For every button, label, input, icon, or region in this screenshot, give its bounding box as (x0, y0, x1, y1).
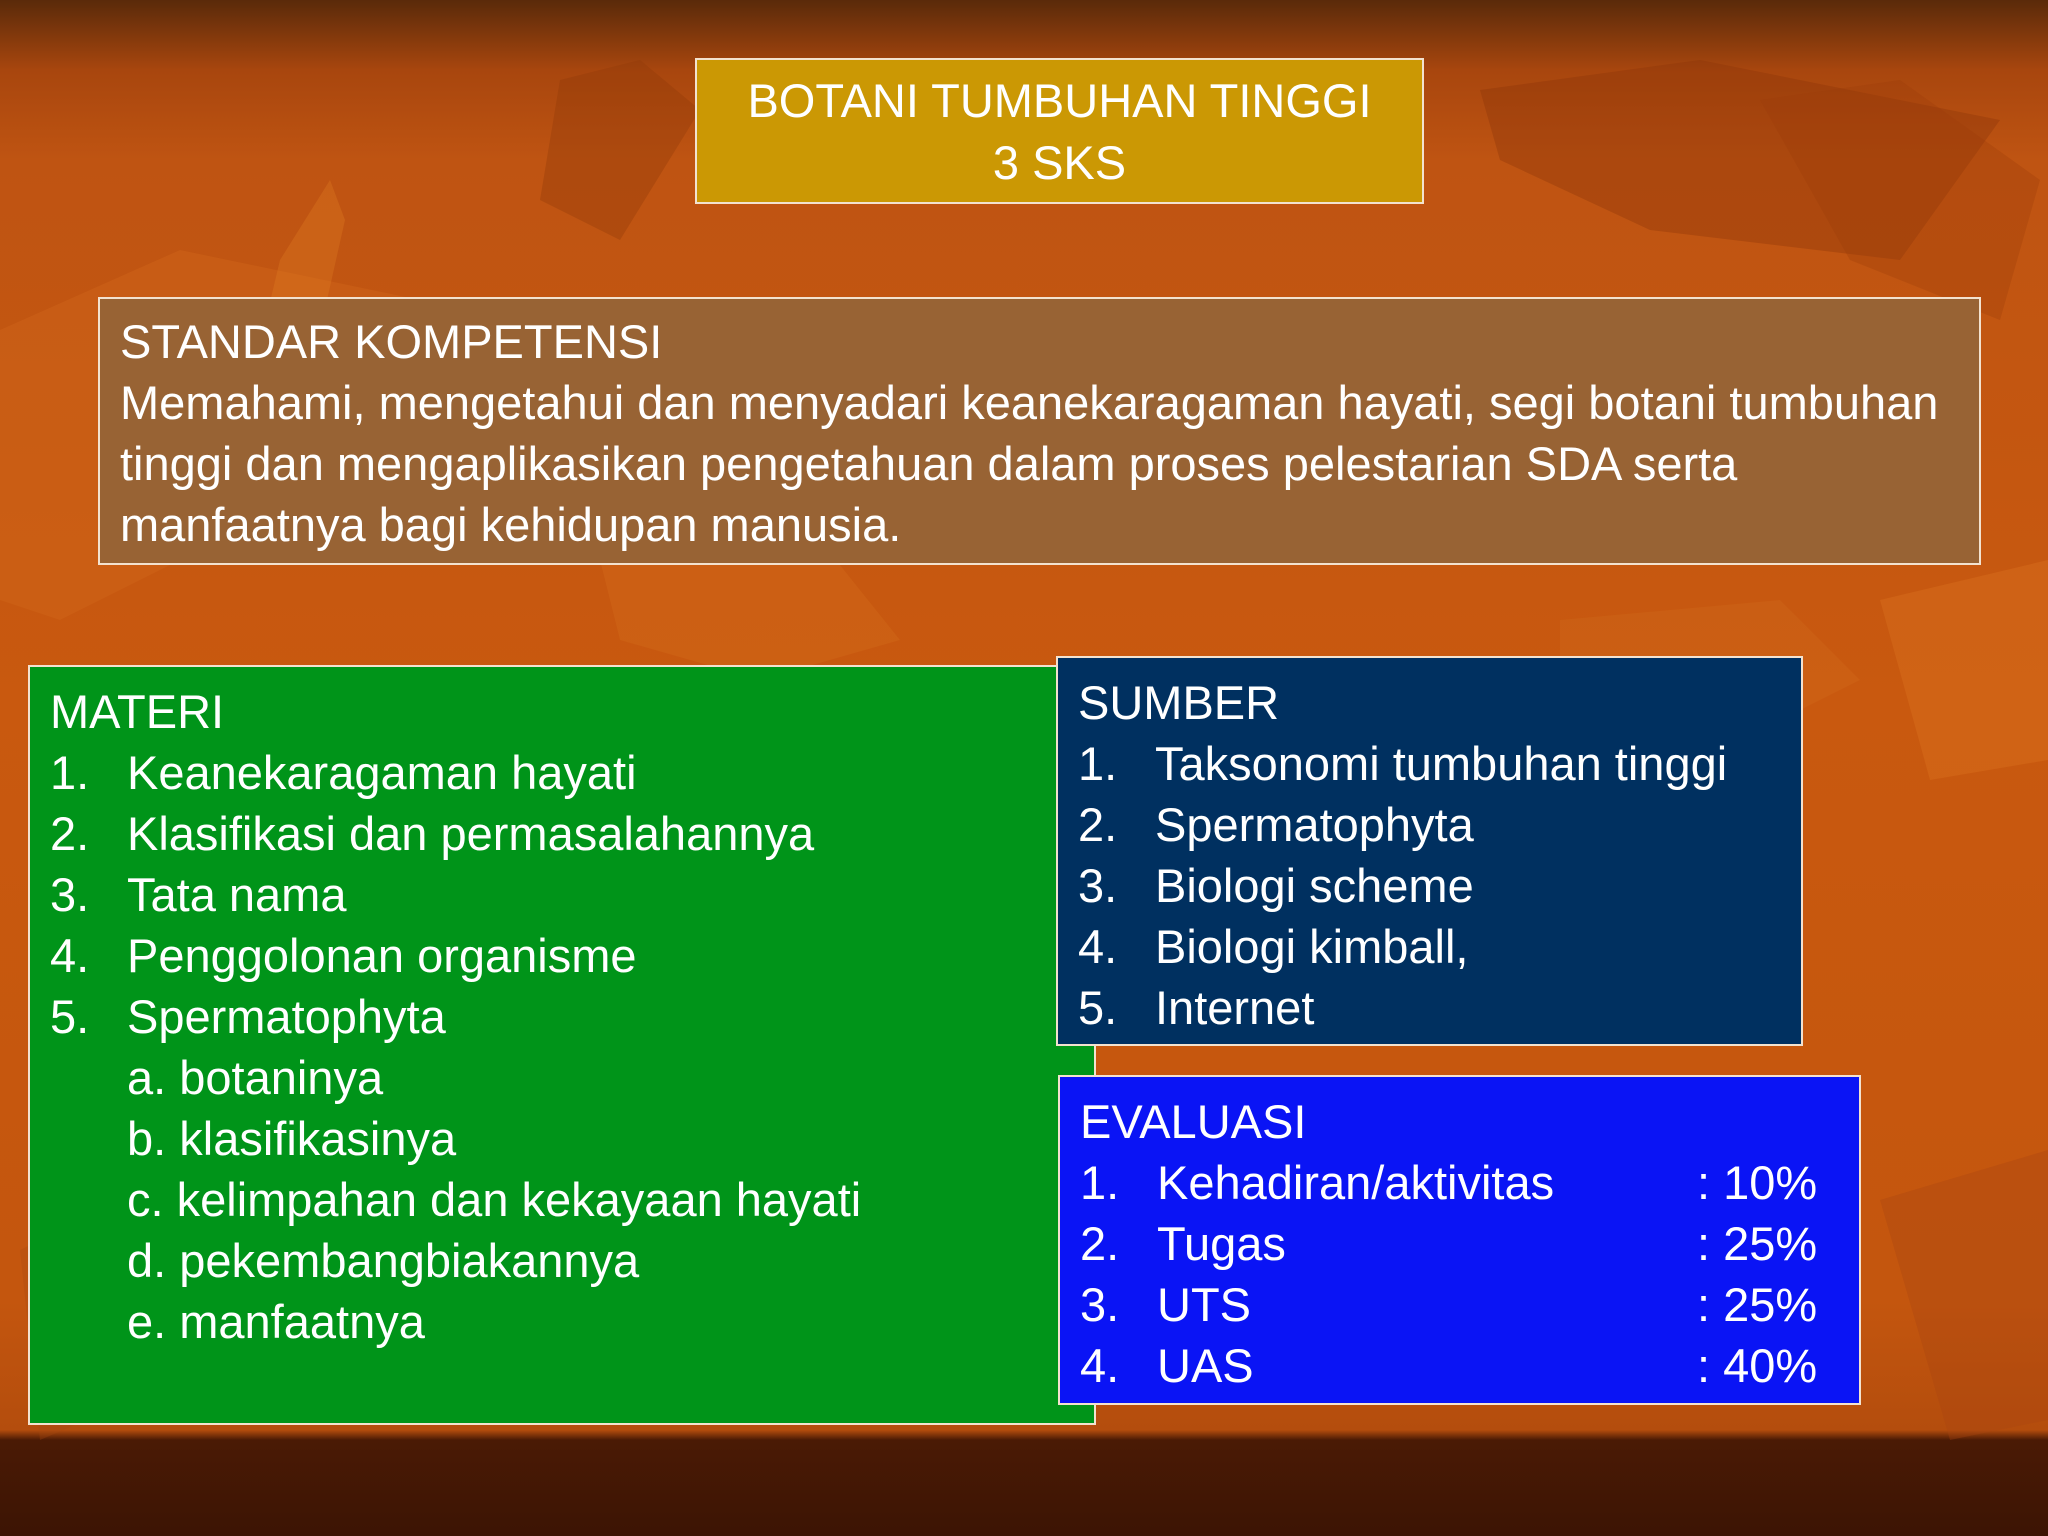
item-number: 3. (1080, 1278, 1120, 1331)
item-label: Spermatophyta (127, 990, 446, 1043)
list-item (1078, 977, 1801, 1038)
sublist-item: c. kelimpahan dan kekayaan hayati (127, 1173, 862, 1226)
standar-text: Memahami, mengetahui dan menyadari keanekaragaman hayati, segi botani tumbuhan tinggi dan mengaplikasikan pengetahuan dalam proses pelestarian SDA serta manfaatnya bagi kehidupan manusia. (120, 376, 1939, 551)
item-label: Keanekaragaman hayati (127, 746, 637, 799)
standar-kompetensi-box (98, 297, 1981, 565)
title-box (695, 58, 1424, 204)
sublist-item: e. manfaatnya (127, 1295, 425, 1348)
list-item (1078, 794, 1801, 855)
item-number: 5. (1078, 981, 1118, 1034)
item-number: 3. (1078, 859, 1118, 912)
materi-list (50, 742, 1094, 1047)
list-item (1080, 1152, 1859, 1213)
item-label: Spermatophyta (1155, 798, 1474, 851)
item-label: Klasifikasi dan permasalahannya (127, 807, 815, 860)
item-label: Kehadiran/aktivitas (1157, 1156, 1555, 1209)
item-label: Tugas (1157, 1217, 1286, 1270)
materi-sublist (50, 1047, 1094, 1352)
item-label: Biologi scheme (1155, 859, 1474, 912)
evaluasi-heading: EVALUASI (1080, 1095, 1307, 1148)
list-item (50, 742, 1094, 803)
item-number: 1. (1080, 1156, 1120, 1209)
item-number: 2. (50, 807, 90, 860)
item-weight: : 10% (1697, 1156, 1818, 1209)
evaluasi-list (1080, 1152, 1859, 1396)
item-number: 2. (1080, 1217, 1120, 1270)
list-item (50, 864, 1094, 925)
sumber-box (1056, 656, 1803, 1046)
item-label: Internet (1155, 981, 1315, 1034)
item-weight: : 40% (1697, 1339, 1818, 1392)
evaluasi-box (1058, 1075, 1861, 1405)
item-weight: : 25% (1697, 1278, 1818, 1331)
item-label: Tata nama (127, 868, 347, 921)
list-item (1078, 733, 1801, 794)
item-number: 4. (1080, 1339, 1120, 1392)
item-label: UAS (1157, 1339, 1254, 1392)
list-item (50, 803, 1094, 864)
sumber-heading: SUMBER (1078, 676, 1280, 729)
item-number: 4. (1078, 920, 1118, 973)
sublist-item: b. klasifikasinya (127, 1112, 457, 1165)
item-number: 3. (50, 868, 90, 921)
sublist-item: a. botaninya (127, 1051, 384, 1104)
item-label: Biologi kimball, (1155, 920, 1469, 973)
list-item (1080, 1213, 1859, 1274)
materi-box (28, 665, 1096, 1425)
item-label: Penggolonan organisme (127, 929, 637, 982)
materi-heading: MATERI (50, 685, 225, 738)
item-number: 2. (1078, 798, 1118, 851)
list-item (1080, 1335, 1859, 1396)
sublist-item: d. pekembangbiakannya (127, 1234, 640, 1287)
item-label: UTS (1157, 1278, 1251, 1331)
item-number: 1. (50, 746, 90, 799)
list-item (50, 925, 1094, 986)
list-item (1078, 855, 1801, 916)
item-number: 5. (50, 990, 90, 1043)
slide-title: BOTANI TUMBUHAN TINGGI (747, 74, 1372, 127)
standar-heading: STANDAR KOMPETENSI (120, 315, 663, 368)
item-number: 4. (50, 929, 90, 982)
list-item (50, 986, 1094, 1047)
item-weight: : 25% (1697, 1217, 1818, 1270)
list-item (1078, 916, 1801, 977)
item-number: 1. (1078, 737, 1118, 790)
slide-subtitle-credits: 3 SKS (992, 136, 1127, 189)
item-label: Taksonomi tumbuhan tinggi (1155, 737, 1728, 790)
list-item (1080, 1274, 1859, 1335)
sumber-list (1078, 733, 1801, 1038)
